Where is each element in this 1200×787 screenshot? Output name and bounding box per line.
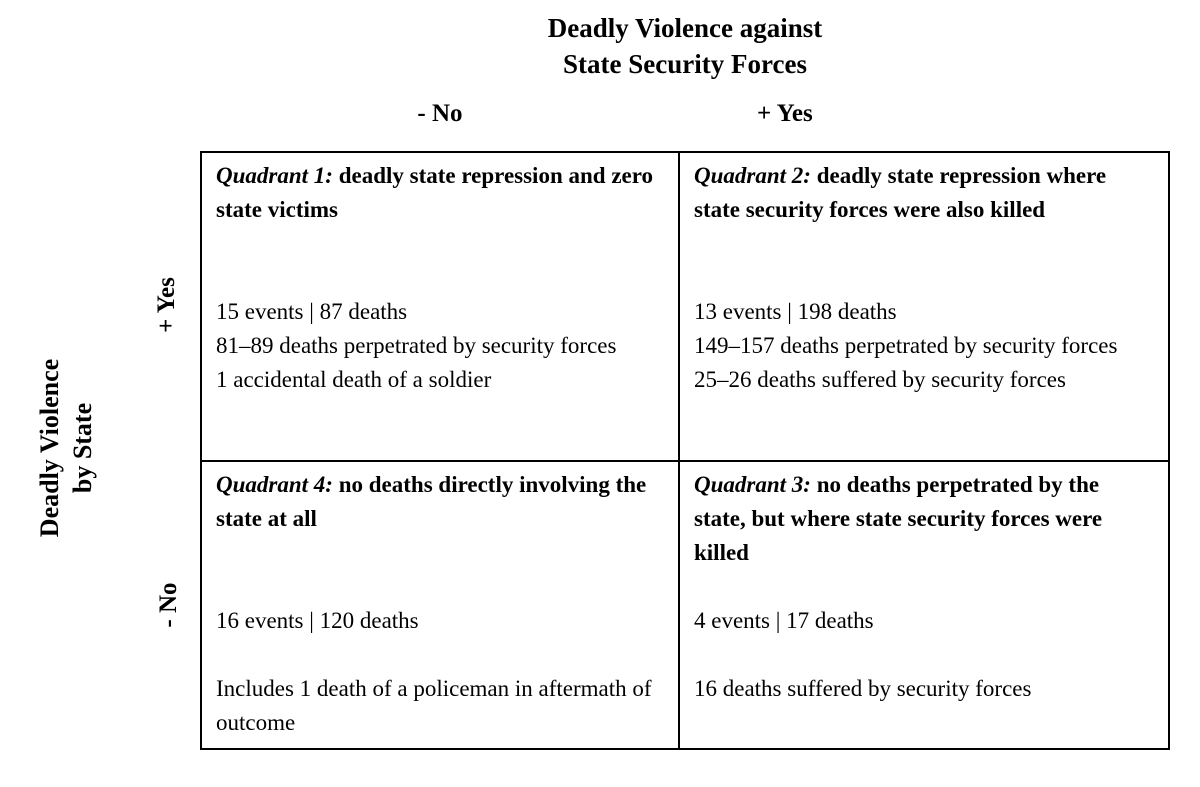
quadrant-1-title: deadly state repression and zero state victims	[216, 163, 654, 222]
quadrant-4-cell	[202, 462, 680, 748]
quadrant-3-stat-line: 4 events | 17 deaths	[694, 608, 874, 633]
quadrant-2-stat-line: 13 events | 198 deaths	[694, 299, 897, 324]
quadrant-2-title: deadly state repression where state security forces were also killed	[694, 163, 1107, 222]
left-axis-title-line2: by State	[68, 402, 97, 494]
quadrant-1-header	[216, 159, 664, 295]
quadrant-2-header	[694, 159, 1154, 295]
quadrant-1-stat-line: 81–89 deaths perpetrated by security forces	[216, 333, 617, 358]
quadrant-1-label: Quadrant 1:	[216, 163, 333, 188]
quadrant-3-cell	[680, 462, 1168, 748]
quadrant-3-label: Quadrant 3:	[694, 472, 811, 497]
left-axis-yes-label: + Yes	[153, 277, 180, 333]
quadrant-1-stats	[216, 295, 664, 397]
left-axis-title	[33, 338, 99, 558]
top-axis-title-line2: State Security Forces	[563, 49, 807, 79]
quadrant-3-header	[694, 468, 1154, 604]
quadrant-4-stat-line	[216, 638, 664, 672]
quadrant-4-header	[216, 468, 664, 604]
quadrant-2-label: Quadrant 2:	[694, 163, 811, 188]
quadrant-2-stat-line: 149–157 deaths perpetrated by security forces	[694, 333, 1118, 358]
quadrant-2-stats	[694, 295, 1154, 397]
quadrant-2-stat-line: 25–26 deaths suffered by security forces	[694, 367, 1066, 392]
quadrant-1-cell	[202, 153, 680, 462]
quadrant-4-stat-line: 16 events | 120 deaths	[216, 608, 419, 633]
quadrant-3-stats	[694, 604, 1154, 706]
quadrant-1-stat-line: 1 accidental death of a soldier	[216, 367, 492, 392]
left-axis-title-line1: Deadly Violence	[35, 358, 64, 538]
quadrant-2-cell	[680, 153, 1168, 462]
quadrant-4-stat-line: Includes 1 death of a policeman in aftermath of outcome	[216, 676, 652, 735]
quadrant-3-title: no deaths perpetrated by the state, but where state security forces were killed	[694, 472, 1103, 565]
top-axis-no-label: - No	[417, 100, 463, 127]
quadrant-1-stat-line: 15 events | 87 deaths	[216, 299, 408, 324]
quadrant-4-title: no deaths directly involving the state at all	[216, 472, 647, 531]
quadrant-3-stat-line: 16 deaths suffered by security forces	[694, 676, 1032, 701]
quadrant-4-label: Quadrant 4:	[216, 472, 333, 497]
quadrant-4-stats	[216, 604, 664, 740]
top-axis-title-line1: Deadly Violence against	[547, 13, 823, 43]
top-axis-yes-label: + Yes	[757, 100, 813, 127]
quadrant-3-stat-line	[694, 638, 1154, 672]
quadrant-matrix	[200, 151, 1170, 750]
left-axis-no-label: - No	[155, 582, 182, 628]
top-axis-title	[200, 10, 1170, 82]
